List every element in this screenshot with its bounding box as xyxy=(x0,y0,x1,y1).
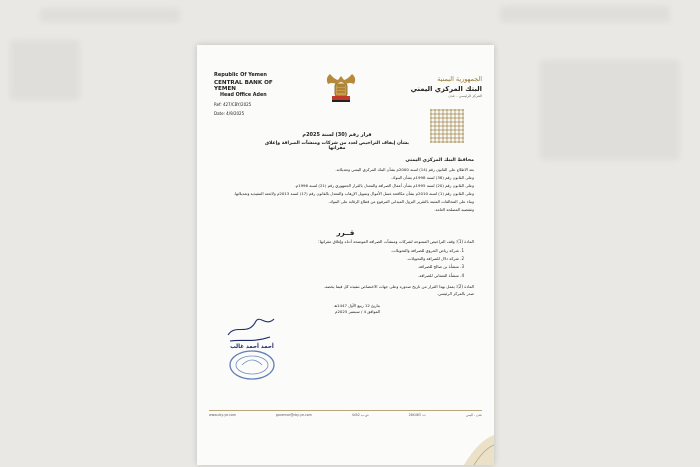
reference-date: Date: 4/9/2025 xyxy=(214,111,245,116)
list-item: 2. شركة دلال للصرافة والتحويلات. xyxy=(406,256,464,262)
article-1: المادة (1): وقف التراخيص الممنوحة لشركات ومنشآت الصرافة الموضحة أدناه وإغلاق مقراتها: xyxy=(318,239,474,244)
governor-heading: محافظ البنك المركزي اليمني xyxy=(405,158,474,163)
header-office: Head Office Aden xyxy=(220,93,267,98)
arabic-header xyxy=(392,75,482,98)
hijri-date: بتاريخ 12 ربيع الأول 1447هـ xyxy=(333,303,380,308)
decision-subject: بشأن إيقاف التراخيص لعدد من شركات ومنشآت الصرافة وإغلاق مقراتها xyxy=(264,141,410,151)
page-footer xyxy=(209,410,482,417)
reference-number: Ref: 427/CBY/2025 xyxy=(214,102,252,107)
signature-block xyxy=(222,297,282,387)
header-ar-office: المركز الرئيسي - عدن xyxy=(448,94,482,98)
header-bank-name: CENTRAL BANK OF YEMEN xyxy=(214,80,273,92)
official-stamp-icon xyxy=(230,351,274,379)
recital-item: وعلى القانون رقم (38) لسنة 1998م بشأن البنوك. xyxy=(391,175,474,181)
issued-at: صدر بالمركز الرئيسي. xyxy=(436,291,474,296)
english-header xyxy=(214,72,294,116)
footer-email: governor@cby-ye.com xyxy=(275,413,312,417)
recital-item: وبناء على المخالفات المثبتة بالتقرير النزول الميداني المرفوع من قطاع الرقابة على البنوك. xyxy=(328,199,474,205)
list-item: 3. منشأة بن صالح للصرافة. xyxy=(417,264,464,270)
decision-number: قرار رقم (30) لسنة 2025م xyxy=(302,132,372,138)
recital-item: وعلى القانون رقم (20) لسنة 1995م بشأن أعمال الصرافة والمعدل بالقرار الجمهوري رقم (21) لسنة 1996م. xyxy=(294,183,474,189)
gregorian-date: الموافق 4 / سبتمبر 2025م xyxy=(335,309,380,315)
decided-heading: قــرر xyxy=(336,229,355,237)
recitals-list xyxy=(224,167,474,215)
footer-website: www.cby-ye.com xyxy=(209,413,236,417)
header-ar-country: الجمهورية اليمنية xyxy=(437,75,482,83)
recital-item: بعد الاطلاع على القانون رقم (14) لسنة 2000م بشأن البنك المركزي اليمني وتعديلاته. xyxy=(335,167,474,172)
qr-code xyxy=(430,109,464,143)
document-page xyxy=(197,45,494,465)
issue-date xyxy=(290,303,380,316)
recital-item: وعلى القانون رقم (1) لسنة 2010م بشأن مكافحة غسل الأموال وتمويل الإرهاب والمعدل بالقانون رقم (17) لسنة 2013م ولائحته التنفيذية وتعديلاتها. xyxy=(233,191,474,197)
signatory-name: أحمد أحمد غالب xyxy=(230,344,274,350)
decision-title xyxy=(257,132,417,151)
list-item: 4. منشأة النعماني للصرافة. xyxy=(418,272,464,278)
article-2: المادة (2): يعمل بهذا القرار من تاريخ صدوره وعلى جهات الاختصاص تنفيذه كل فيما يخصه. xyxy=(323,284,474,289)
yemen-emblem-icon xyxy=(324,70,358,106)
footer-address: عدن - اليمن xyxy=(465,413,482,417)
signature-icon xyxy=(222,297,282,387)
header-ar-bank-name: البنك المركزي اليمني xyxy=(410,85,482,93)
footer-pobox: ص.ب 4452 xyxy=(351,413,369,417)
corner-ornament-icon xyxy=(460,431,494,465)
entities-list xyxy=(224,247,464,280)
header-country: Republic Of Yemen xyxy=(214,72,267,78)
footer-phone: ت: 264463 xyxy=(408,413,426,417)
recital-item: وتقتضيه المصلحة العامة. xyxy=(434,207,474,213)
list-item: 1. شركة رياض الحروي للصرافة والتحويلات. xyxy=(390,248,464,253)
